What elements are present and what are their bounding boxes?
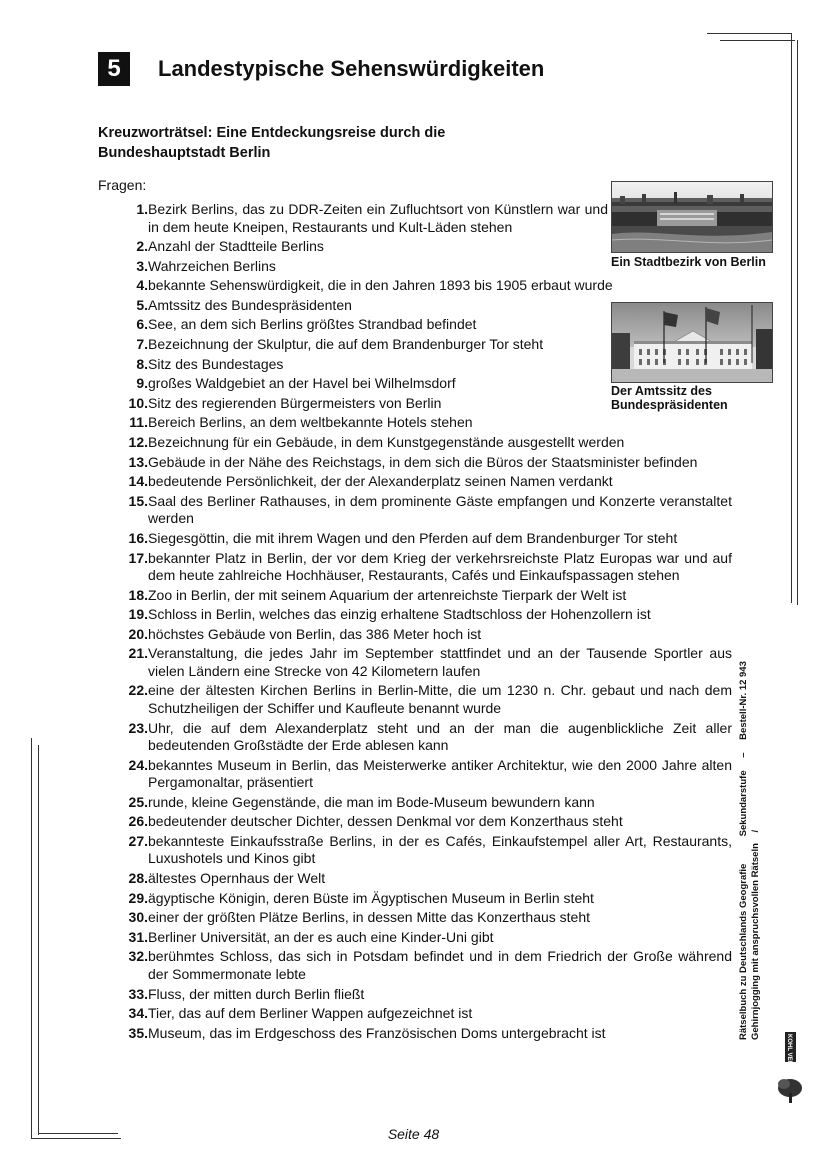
question-number: 31. (128, 928, 148, 945)
question-text: bekannter Platz in Berlin, der vor dem Krieg der verkehrsreichste Platz Europas war und auf dem heute zahlreiche Hochhäuser, Restaurants, Cafés und Einkaufspassagen stehen (148, 549, 732, 583)
book-order-number: Bestell-Nr. 12 943 (738, 661, 749, 740)
question-text: Sitz des regierenden Bürgermeisters von Berlin (148, 394, 442, 411)
question-text: Bereich Berlins, an dem weltbekannte Hotels stehen (148, 414, 473, 431)
question-text: runde, kleine Gegenstände, die man im Bode-Museum bewundern kann (148, 793, 595, 810)
question-text: Bezirk Berlins, das zu DDR-Zeiten ein Zufluchtsort von Künstlern war und in dem heute Kneipen, Restaurants und Kult-Läden stehen (148, 201, 608, 235)
question-number: 2. (136, 238, 148, 255)
photo-presidential-residence (611, 302, 773, 383)
question-text: Berliner Universität, an der es auch eine Kinder-Uni gibt (148, 928, 494, 945)
question-number: 23. (128, 719, 148, 736)
question-number: 28. (128, 870, 148, 887)
question-text: bedeutender deutscher Dichter, dessen Denkmal vor dem Konzerthaus steht (148, 813, 623, 830)
question-number: 29. (128, 889, 148, 906)
publisher-logo-text: KOHL VERLAG (786, 1034, 792, 1078)
question-number: 21. (128, 645, 148, 662)
book-info-sidebar: Rätselbuch zu Deutschlands Geografie Sekundarstufe – Bestell-Nr. 12 943 Gehirnjogging mit anspruchsvollen Rätseln / (738, 661, 761, 1040)
question-number: 4. (136, 277, 148, 294)
question-item (98, 794, 732, 812)
question-text: Amtssitz des Bundespräsidenten (148, 296, 352, 313)
question-text: Uhr, die auf dem Alexanderplatz steht und an der man die augenblickliche Zeit aller bedeutenden Großstädte der Erde ablesen kann (148, 719, 732, 754)
question-number: 5. (136, 296, 148, 313)
photo-presidential-residence-caption: Der Amtssitz des Bundespräsidenten (611, 384, 728, 412)
question-item (98, 414, 732, 432)
question-number: 34. (128, 1005, 148, 1022)
question-item (98, 720, 732, 755)
question-number: 35. (128, 1024, 148, 1041)
frame-top-right-h2 (720, 40, 795, 41)
question-item (98, 550, 732, 585)
frame-right-v (791, 33, 792, 603)
questions-label: Fragen: (98, 177, 147, 193)
question-item (98, 454, 732, 472)
book-title-line-1: Rätselbuch zu Deutschlands Geografie (738, 863, 749, 1040)
question-item (98, 606, 732, 624)
question-item (98, 833, 732, 868)
question-item (98, 986, 732, 1004)
question-number: 17. (128, 549, 148, 566)
question-item (98, 890, 732, 908)
question-item (98, 757, 732, 792)
question-item (98, 645, 732, 680)
puzzle-subtitle (98, 123, 518, 163)
question-text: eine der ältesten Kirchen Berlins in Berlin-Mitte, die um 1230 n. Chr. gebaut und nach dem Schutzheiligen der Schiffer und Kaufleute benannt wurde (148, 682, 732, 716)
page-number: Seite 48 (387, 1126, 440, 1142)
question-text: Gebäude in der Nähe des Reichstags, in dem sich die Büros der Staatsminister befinden (148, 453, 698, 470)
question-item (98, 1025, 732, 1043)
question-text: Sitz des Bundestages (148, 355, 284, 372)
question-text: Schloss in Berlin, welches das einzig erhaltene Stadtschloss der Hohenzollern ist (148, 606, 651, 623)
question-item (98, 473, 732, 491)
question-text: höchstes Gebäude von Berlin, das 386 Meter hoch ist (148, 625, 482, 642)
question-text: bekannteste Einkaufsstraße Berlins, in der es Cafés, Einkaufstempel aller Art, Restaurants, Luxushotels und Kinos gibt (148, 832, 732, 867)
question-number: 8. (136, 355, 148, 372)
question-number: 9. (136, 375, 148, 392)
question-text: ägyptische Königin, deren Büste im Ägyptischen Museum in Berlin steht (148, 889, 594, 906)
frame-right-v2 (797, 40, 798, 605)
question-number: 32. (128, 948, 148, 965)
question-number: 6. (136, 316, 148, 333)
question-number: 33. (128, 985, 148, 1002)
question-number: 15. (128, 492, 148, 509)
question-text: Wahrzeichen Berlins (148, 257, 276, 274)
book-level: Sekundarstufe (738, 770, 749, 837)
question-item (98, 929, 732, 947)
question-number: 1. (136, 201, 148, 217)
question-number: 24. (128, 756, 148, 773)
photo-city-district (611, 181, 773, 253)
question-text: Bezeichnung für ein Gebäude, in dem Kunstgegenstände ausgestellt werden (148, 434, 625, 451)
question-text: Saal des Berliner Rathauses, in dem prominente Gäste empfangen und Konzerte veranstaltet werden (148, 492, 732, 527)
publisher-logo (770, 1030, 810, 1105)
question-text: bekanntes Museum in Berlin, das Meisterwerke antiker Architektur, wie den 2000 Jahre alten Pergamonaltar, präsentiert (148, 756, 732, 791)
question-item (98, 530, 732, 548)
question-item (98, 587, 732, 605)
question-text: Museum, das im Erdgeschoss des Französischen Doms untergebracht ist (148, 1024, 606, 1041)
question-number: 10. (128, 394, 148, 411)
question-number: 20. (128, 625, 148, 642)
question-text: einer der größten Plätze Berlins, in dessen Mitte das Konzerthaus steht (148, 909, 591, 926)
photo-city-district-caption: Ein Stadtbezirk von Berlin (611, 255, 766, 269)
question-item (98, 493, 732, 528)
question-number: 26. (128, 813, 148, 830)
subtitle-line-1: Kreuzworträtsel: Eine Entdeckungsreise durch die (98, 125, 446, 141)
question-number: 27. (128, 832, 148, 849)
question-item (98, 434, 732, 452)
question-text: großes Waldgebiet an der Havel bei Wilhelmsdorf (148, 375, 456, 392)
question-text: ältestes Opernhaus der Welt (148, 870, 326, 887)
question-item (98, 813, 732, 831)
question-item (98, 870, 732, 888)
frame-top-right-h (707, 33, 791, 34)
question-number: 16. (128, 529, 148, 546)
question-text: See, an dem sich Berlins größtes Strandbad befindet (148, 316, 477, 333)
question-number: 18. (128, 586, 148, 603)
question-text: Fluss, der mitten durch Berlin fließt (148, 985, 365, 1002)
question-text: Siegesgöttin, die mit ihrem Wagen und den Pferden auf dem Brandenburger Tor steht (148, 529, 678, 546)
question-text: bedeutende Persönlichkeit, der der Alexanderplatz seinen Namen verdankt (148, 473, 613, 490)
question-text: bekannte Sehenswürdigkeit, die in den Jahren 1893 bis 1905 erbaut wurde (148, 277, 613, 294)
question-number: 22. (128, 682, 148, 699)
question-item (98, 682, 732, 717)
book-title-line-2: Gehirnjogging mit anspruchsvollen Rätseln (750, 843, 761, 1040)
question-text: Zoo in Berlin, der mit seinem Aquarium der artenreichste Tierpark der Welt ist (148, 586, 627, 603)
question-item (98, 626, 732, 644)
question-text: Tier, das auf dem Berliner Wappen aufgezeichnet ist (148, 1005, 473, 1022)
question-number: 25. (128, 793, 148, 810)
chapter-number-badge: 5 (98, 52, 130, 86)
question-text: Veranstaltung, die jedes Jahr im September stattfindet und an der Tausende Sportler aus vielen Ländern eine Strecke von 42 Kilometern laufen (148, 645, 732, 679)
question-number: 13. (128, 453, 148, 470)
frame-left-v2 (38, 745, 39, 1135)
question-item (98, 1005, 732, 1023)
frame-left-v (31, 738, 32, 1138)
question-number: 30. (128, 909, 148, 926)
question-number: 12. (128, 434, 148, 451)
question-text: berühmtes Schloss, das sich in Potsdam befindet und in dem Friedrich der Große während der Sommermonate lebte (148, 948, 732, 982)
subtitle-line-2: Bundeshauptstadt Berlin (98, 145, 271, 161)
question-item (98, 277, 732, 295)
question-number: 14. (128, 473, 148, 490)
question-item (98, 909, 732, 927)
question-text: Bezeichnung der Skulptur, die auf dem Brandenburger Tor steht (148, 336, 544, 353)
question-item (98, 948, 732, 983)
question-number: 7. (136, 336, 148, 353)
question-number: 11. (129, 414, 148, 431)
question-number: 19. (128, 606, 148, 623)
chapter-title: Landestypische Sehenswürdigkeiten (158, 56, 545, 81)
question-number: 3. (136, 257, 148, 274)
question-text: Anzahl der Stadtteile Berlins (148, 238, 324, 255)
